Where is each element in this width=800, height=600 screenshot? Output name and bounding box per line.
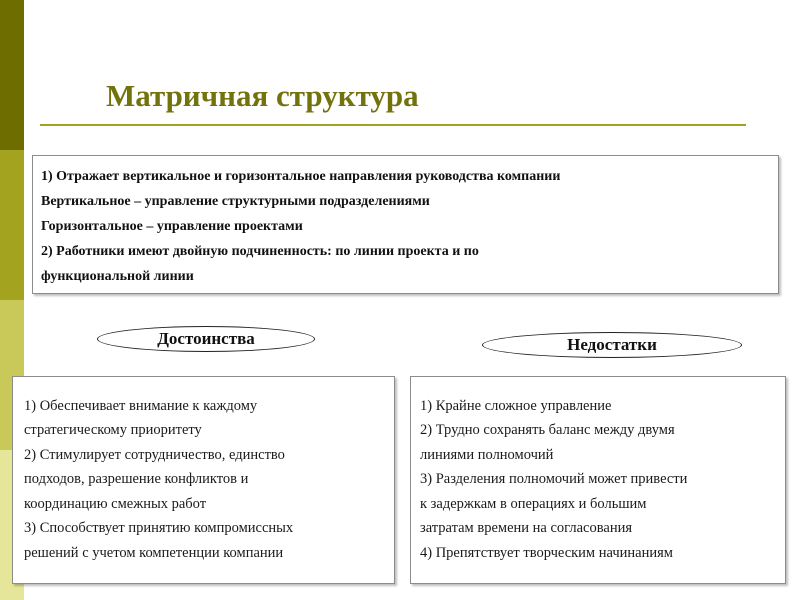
advantage-line: 3) Способствует принятию компромиссных <box>24 520 294 536</box>
advantages-label: Достоинства <box>97 326 315 352</box>
title-underline <box>40 124 746 126</box>
disadvantages-box <box>410 376 786 584</box>
disadvantage-line: 3) Разделения полномочий может привести <box>420 471 688 487</box>
disadvantage-line: линиями полномочий <box>420 447 554 463</box>
intro-line: 1) Отражает вертикальное и горизонтальное направления руководства компании <box>41 169 561 184</box>
advantage-line: подходов, разрешение конфликтов и <box>24 471 249 487</box>
disadvantage-line: 2) Трудно сохранять баланс между двумя <box>420 422 675 438</box>
advantages-box <box>12 376 395 584</box>
disadvantages-label: Недостатки <box>482 332 742 358</box>
intro-line: Горизонтальное – управление проектами <box>41 219 303 234</box>
advantage-line: координацию смежных работ <box>24 496 207 512</box>
advantage-line: 1) Обеспечивает внимание к каждому <box>24 398 258 414</box>
disadvantage-line: к задержкам в операциях и большим <box>420 496 647 512</box>
intro-box <box>32 155 779 294</box>
disadvantage-line: затратам времени на согласования <box>420 520 633 536</box>
intro-line: 2) Работники имеют двойную подчиненность: по линии проекта и по <box>41 244 479 259</box>
disadvantage-line: 1) Крайне сложное управление <box>420 398 612 414</box>
advantage-line: решений с учетом компетенции компании <box>24 545 284 561</box>
intro-line: функциональной линии <box>41 269 194 284</box>
advantage-line: стратегическому приоритету <box>24 422 202 438</box>
sidebar-band <box>0 150 24 300</box>
intro-line: Вертикальное – управление структурными подразделениями <box>41 194 430 209</box>
disadvantage-line: 4) Препятствует творческим начинаниям <box>420 545 673 561</box>
slide-title: Матричная структура <box>106 78 419 113</box>
advantage-line: 2) Стимулирует сотрудничество, единство <box>24 447 285 463</box>
sidebar-band <box>0 0 24 150</box>
